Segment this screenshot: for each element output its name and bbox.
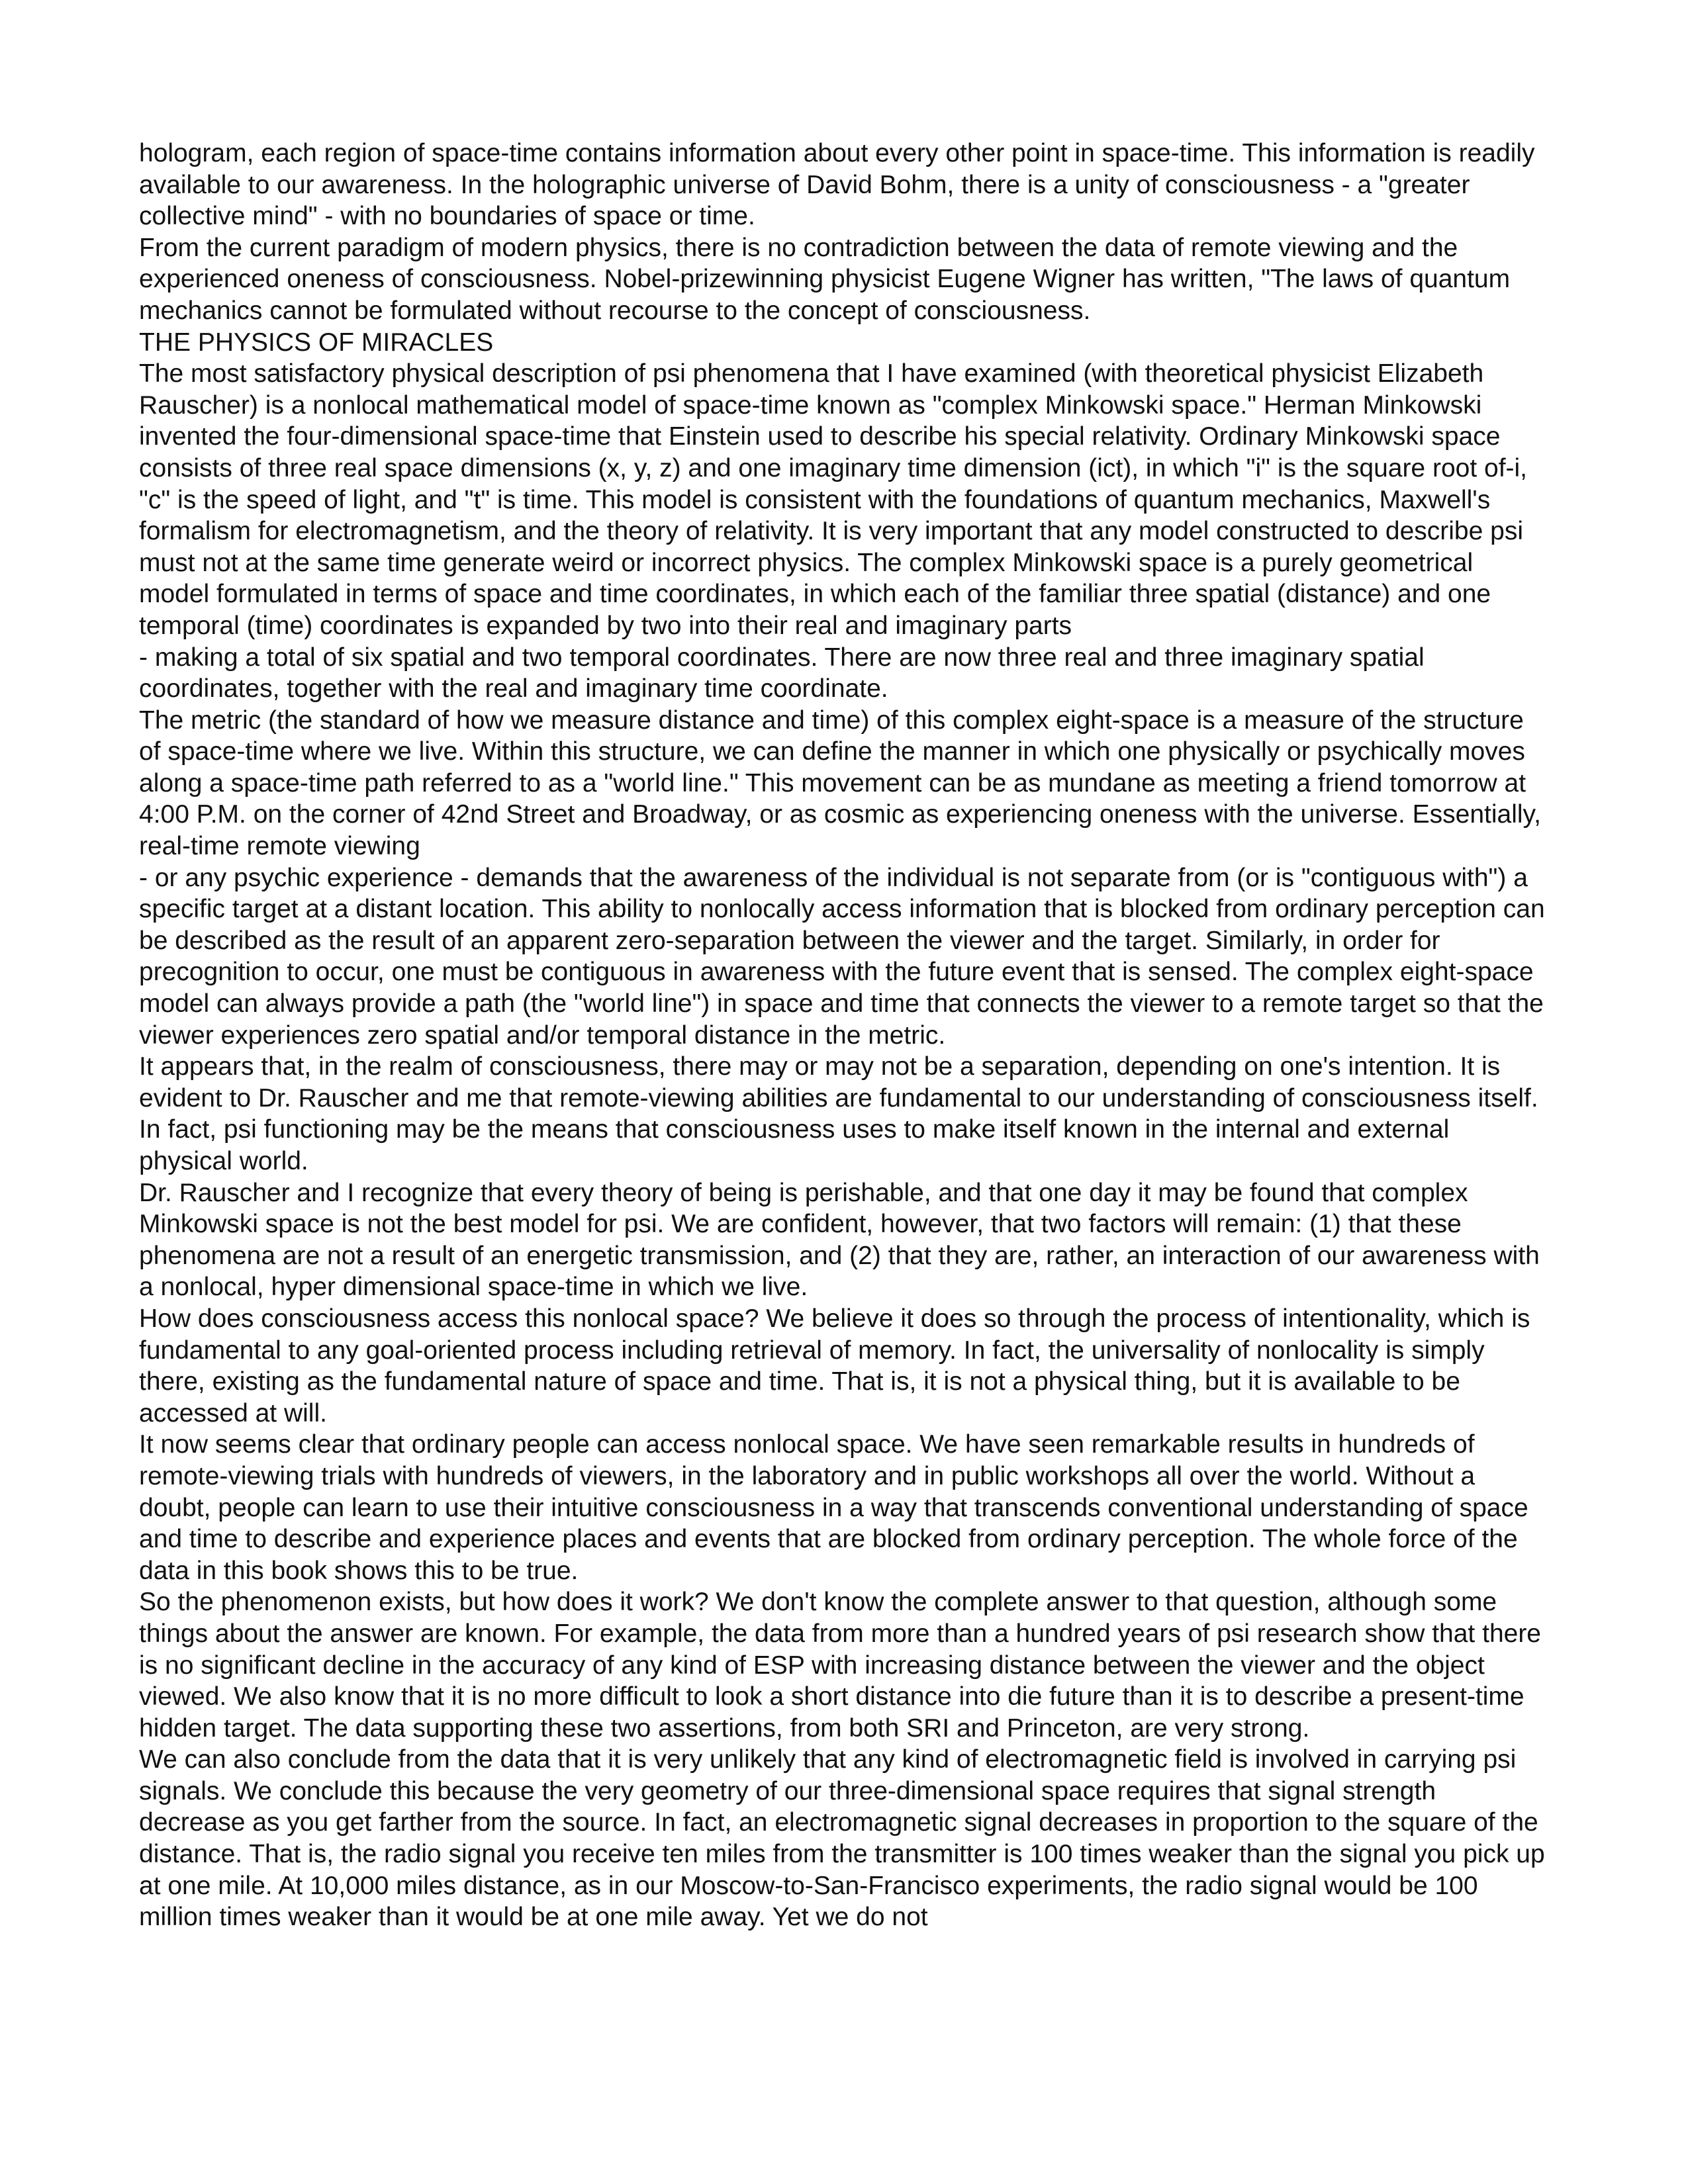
paragraph-how-does-it-work: So the phenomenon exists, but how does it work? We don't know the complete answer to that question, although some things about the answer are known. For example, the data from more than a hundred years of psi research show that there is no significant decline in the accuracy of any kind of ESP with increasing distance between the viewer and the object viewed. We also know that it is no more difficult to look a short distance into die future than it is to describe a present-time hidden target. The data supporting these two assertions, from both SRI and Princeton, are very strong. (139, 1588, 1541, 1743)
paragraph-minkowski: The most satisfactory physical description of psi phenomena that I have examined (with theoretical physicist Elizabeth Rauscher) is a nonlocal mathematical model of space-time known as "complex Minkowski space." Herman Minkowski invented the four-dimensional space-time that Einstein used to describe his special relativity. Ordinary Minkowski space consists of three real space dimensions (x, y, z) and one imaginary time dimension (ict), in which "i" is the square root of-i, "c" is the speed of light, and "t" is time. This model is consistent with the foundations of quantum mechanics, Maxwell's formalism for electromagnetism, and the theory of relativity. It is very important that any model constructed to describe psi must not at the same time generate weird or incorrect physics. The complex Minkowski space is a purely geometrical model formulated in terms of space and time coordinates, in which each of the familiar three spatial (distance) and one temporal (time) coordinates is expanded by two into their real and imaginary parts (139, 359, 1528, 640)
paragraph-six-spatial: - making a total of six spatial and two temporal coordinates. There are now three real and three imaginary spatial coordinates, together with the real and imaginary time coordinate. (139, 643, 1425, 704)
section-heading-physics-of-miracles: THE PHYSICS OF MIRACLES (139, 328, 494, 357)
paragraph-intentionality: How does consciousness access this nonlocal space? We believe it does so through the process of intentionality, which is fundamental to any goal-oriented process including retrieval of memory. In fact, the universality of nonlocality is simply there, existing as the fundamental nature of space and time. That is, it is not a physical thing, but it is available to be accessed at will. (139, 1304, 1530, 1428)
document-page (139, 138, 1549, 1933)
paragraph-theory-perishable: Dr. Rauscher and I recognize that every theory of being is perishable, and that one day it may be found that complex Minkowski space is not the best model for psi. We are confident, however, that two factors will remain: (1) that these phenomena are not a result of an energetic transmission, and (2) that they are, rather, an interaction of our awareness with a nonlocal, hyper dimensional space-time in which we live. (139, 1178, 1540, 1302)
paragraph-psychic-experience: - or any psychic experience - demands that the awareness of the individual is not separate from (or is "contiguous with") a specific target at a distant location. This ability to nonlocally access information that is blocked from ordinary perception can be described as the result of an apparent zero-separation between the viewer and the target. Similarly, in order for precognition to occur, one must be contiguous in awareness with the future event that is sensed. The complex eight-space model can always provide a path (the "world line") in space and time that connects the viewer to a remote target so that the viewer experiences zero spatial and/or temporal distance in the metric. (139, 863, 1545, 1050)
paragraph-hologram: hologram, each region of space-time contains information about every other point in space-time. This information is readily available to our awareness. In the holographic universe of David Bohm, there is a unity of consciousness - a "greater collective mind" - with no boundaries of space or time. (139, 139, 1535, 231)
paragraph-ordinary-people: It now seems clear that ordinary people can access nonlocal space. We have seen remarkable results in hundreds of remote-viewing trials with hundreds of viewers, in the laboratory and in public workshops all over the world. Without a doubt, people can learn to use their intuitive consciousness in a way that transcends conventional understanding of space and time to describe and experience places and events that are blocked from ordinary perception. The whole force of the data in this book shows this to be true. (139, 1430, 1528, 1585)
paragraph-paradigm: From the current paradigm of modern physics, there is no contradiction between the data of remote viewing and the experienced oneness of consciousness. Nobel-prizewinning physicist Eugene Wigner has written, "The laws of quantum mechanics cannot be formulated without recourse to the concept of consciousness. (139, 233, 1511, 325)
paragraph-metric: The metric (the standard of how we measure distance and time) of this complex eight-space is a measure of the structure of space-time where we live. Within this structure, we can define the manner in which one physically or psychically moves along a space-time path referred to as a "world line." This movement can be as mundane as meeting a friend tomorrow at 4:00 P.M. on the corner of 42nd Street and Broadway, or as cosmic as experiencing oneness with the universe. Essentially, real-time remote viewing (139, 705, 1541, 861)
paragraph-realm-of-consciousness: It appears that, in the realm of consciousness, there may or may not be a separation, depending on one's intention. It is evident to Dr. Rauscher and me that remote-viewing abilities are fundamental to our understanding of consciousness itself. In fact, psi functioning may be the means that consciousness uses to make itself known in the internal and external physical world. (139, 1052, 1538, 1175)
paragraph-electromagnetic: We can also conclude from the data that it is very unlikely that any kind of electromagnetic field is involved in carrying psi signals. We conclude this because the very geometry of our three-dimensional space requires that signal strength decrease as you get farther from the source. In fact, an electromagnetic signal decreases in proportion to the square of the distance. That is, the radio signal you receive ten miles from the transmitter is 100 times weaker than the signal you pick up at one mile. At 10,000 miles distance, as in our Moscow-to-San-Francisco experiments, the radio signal would be 100 million times weaker than it would be at one mile away. Yet we do not (139, 1745, 1545, 1932)
